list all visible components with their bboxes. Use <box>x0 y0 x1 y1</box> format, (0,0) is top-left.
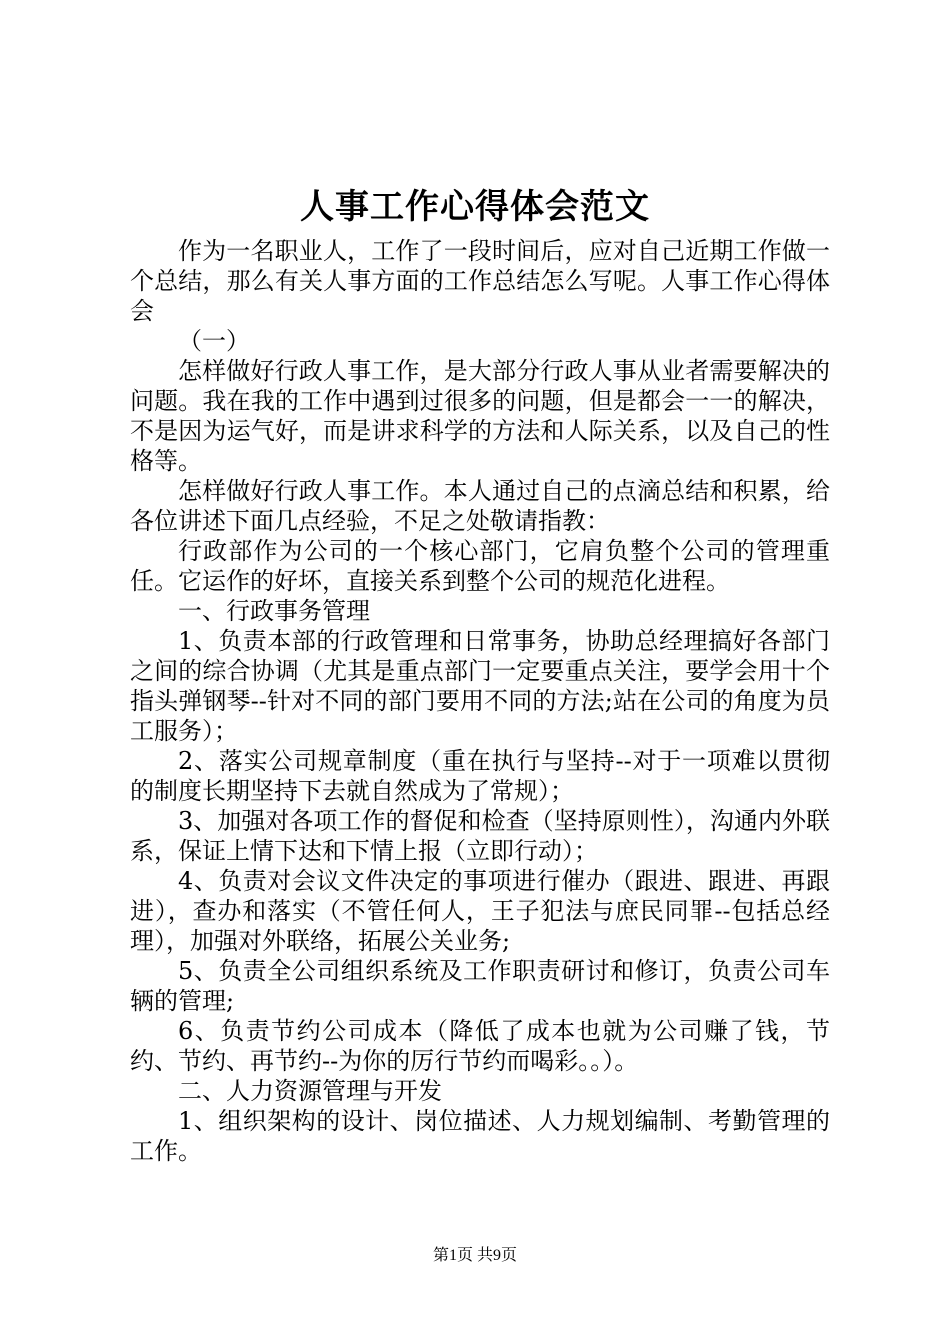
section-heading: 一、行政事务管理 <box>178 597 370 625</box>
list-item: 1、组织架构的设计、岗位描述、人力规划编制、考勤管理的工作。 <box>130 1107 830 1165</box>
paragraph: 作为一名职业人，工作了一段时间后，应对自己近期工作做一个总结，那么有关人事方面的工作总结怎么写呢。人事工作心得体会 <box>130 237 830 325</box>
list-item: 3、加强对各项工作的督促和检查（坚持原则性），沟通内外联系，保证上情下达和下情上报（立即行动）； <box>130 807 830 865</box>
page-footer: 第1页 共9页 <box>432 1247 517 1264</box>
list-item: 1、负责本部的行政管理和日常事务，协助总经理搞好各部门之间的综合协调（尤其是重点部门一定要重点关注，要学会用十个指头弹钢琴--针对不同的部门要用不同的方法;站在公司的角度为员工服务）； <box>130 627 830 745</box>
list-item: 5、负责全公司组织系统及工作职责研讨和修订，负责公司车辆的管理; <box>130 957 830 1015</box>
paragraph: 怎样做好行政人事工作，是大部分行政人事从业者需要解决的问题。我在我的工作中遇到过很多的问题，但是都会一一的解决，不是因为运气好，而是讲求科学的方法和人际关系，以及自己的性格等。 <box>130 357 830 475</box>
document-body <box>130 236 830 1166</box>
paragraph: 行政部作为公司的一个核心部门，它肩负整个公司的管理重任。它运作的好坏，直接关系到整个公司的规范化进程。 <box>130 537 830 595</box>
section-marker: （一） <box>178 327 250 355</box>
document-title: 人事工作心得体会范文 <box>300 187 650 227</box>
list-item: 6、负责节约公司成本（降低了成本也就为公司赚了钱，节约、节约、再节约--为你的厉行节约而喝彩。。）。 <box>130 1017 830 1075</box>
section-heading: 二、人力资源管理与开发 <box>178 1077 442 1105</box>
list-item: 4、负责对会议文件决定的事项进行催办（跟进、跟进、再跟进），查办和落实（不管任何人，王子犯法与庶民同罪--包括总经理），加强对外联络，拓展公关业务; <box>130 867 830 955</box>
paragraph: 怎样做好行政人事工作。本人通过自己的点滴总结和积累，给各位讲述下面几点经验，不足之处敬请指教： <box>130 477 830 535</box>
list-item: 2、落实公司规章制度（重在执行与坚持--对于一项难以贯彻的制度长期坚持下去就自然成为了常规）； <box>130 747 830 805</box>
